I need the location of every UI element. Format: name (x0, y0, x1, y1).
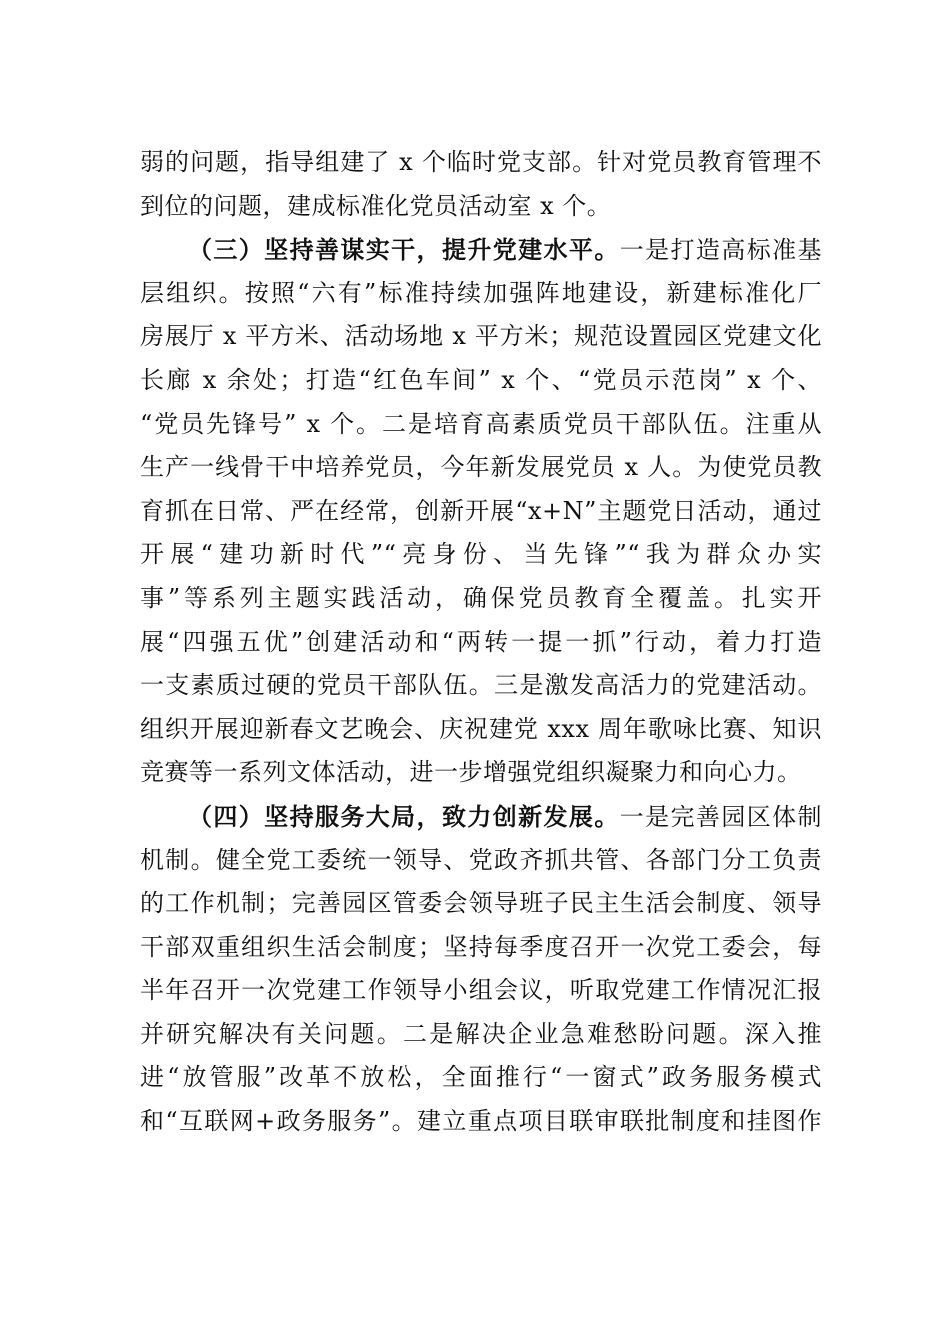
text-line: 到位的问题，建成标准化党员活动室 x 个。 (140, 191, 612, 220)
text-line: 层组织。按照“六有”标准持续加强阵地建设，新建标准化厂 (140, 278, 822, 307)
text-line: 并研究解决有关问题。二是解决企业急难愁盼问题。深入推 (140, 1019, 822, 1048)
text-line: 展“四强五优”创建活动和“两转一提一抓”行动，着力打造 (140, 627, 822, 656)
text-line: 一支素质过硬的党员干部队伍。三是激发高活力的党建活动。 (140, 671, 822, 700)
text-line: 机制。健全党工委统一领导、党政齐抓共管、各部门分工负责 (140, 845, 822, 874)
text-line: 长廊 x 余处；打造“红色车间” x 个、“党员示范岗” x 个、 (140, 365, 822, 394)
text-line: 弱的问题，指导组建了 x 个临时党支部。针对党员教育管理不 (140, 148, 822, 176)
text-line: 半年召开一次党建工作领导小组会议，听取党建工作情况汇报 (140, 976, 822, 1005)
section-heading-line (140, 228, 822, 272)
text-line: 竞赛等一系列文体活动，进一步增强党组织凝聚力和向心力。 (140, 758, 802, 787)
text-line: 育抓在日常、严在经常，创新开展“x+N”主题党日活动，通过 (140, 496, 822, 525)
text-line: 房展厅 x 平方米、活动场地 x 平方米；规范设置园区党建文化 (140, 322, 822, 351)
text-line: “党员先锋号” x 个。二是培育高素质党员干部队伍。注重从 (140, 409, 822, 438)
text-line: 干部双重组织生活会制度；坚持每季度召开一次党工委会，每 (140, 932, 822, 961)
text-line: 和“互联网+政务服务”。建立重点项目联审联批制度和挂图作 (140, 1107, 822, 1136)
text-line: 事”等系列主题实践活动，确保党员教育全覆盖。扎实开 (140, 583, 822, 612)
text-line: 生产一线骨干中培养党员，今年新发展党员 x 人。为使党员教 (140, 453, 822, 482)
text-line: 组织开展迎新春文艺晚会、庆祝建党 xxx 周年歌咏比赛、知识 (140, 714, 822, 743)
section-heading: （三）坚持善谋实干，提升党建水平。 (188, 235, 620, 265)
section-heading-line (140, 795, 822, 839)
text-run: 一是完善园区体制 (619, 802, 823, 831)
section-heading: （四）坚持服务大局，致力创新发展。 (188, 801, 620, 831)
body-text (140, 141, 822, 1144)
text-line: 进“放管服”改革不放松，全面推行“一窗式”政务服务模式 (140, 1063, 822, 1092)
text-line: 的工作机制；完善园区管委会领导班子民主生活会制度、领导 (140, 889, 822, 918)
text-run: 一是打造高标准基 (619, 236, 823, 265)
text-line: 开展“建功新时代”“亮身份、当先锋”“我为群众办实 (140, 540, 822, 569)
